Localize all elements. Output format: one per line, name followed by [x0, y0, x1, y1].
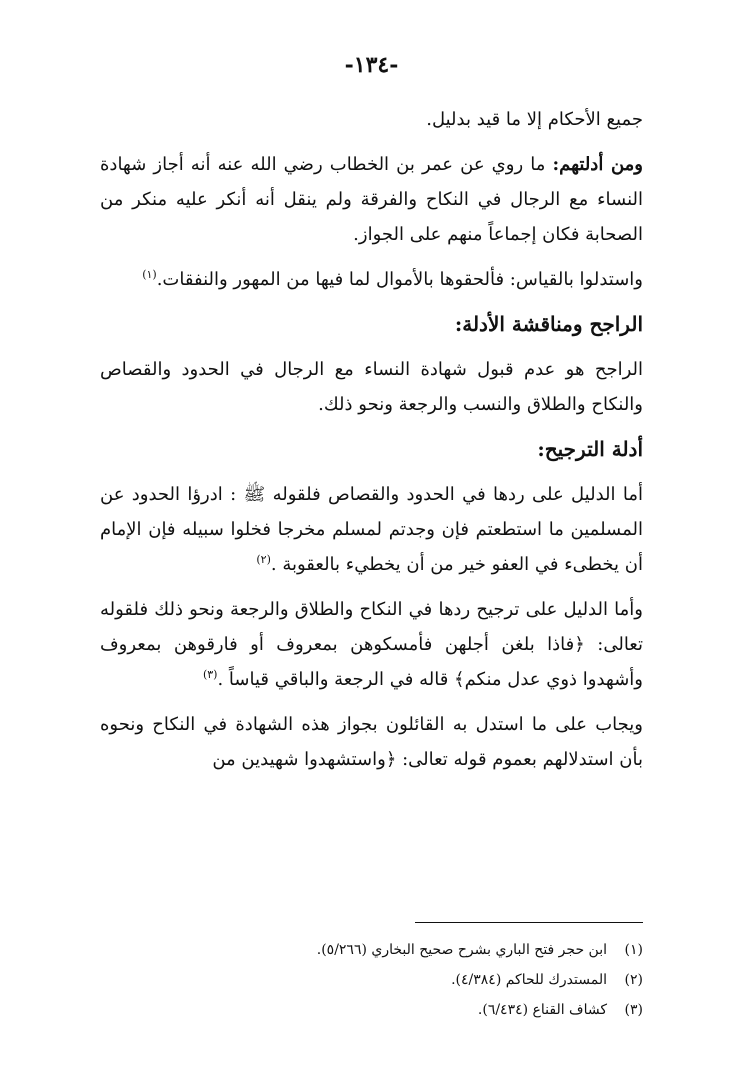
paragraph-7: ويجاب على ما استدل به القائلون بجواز هذه الشهادة في النكاح ونحوه بأن استدلالهم بعموم قوله تعالى: ﴿واستشهدوا شهيدين من [100, 714, 643, 770]
paragraph-6-text: وأما الدليل على ترجيح ردها في النكاح والطلاق والرجعة ونحو ذلك فلقوله تعالى: ﴿فاذا بلغن أجلهن فأمسكوهن بمعروف أو فارقوهن بمعروف وأشهدوا ذوي عدل منكم﴾ قاله في الرجعة والباقي قياساً . [100, 599, 643, 690]
section-heading-preferred: الراجح ومناقشة الأدلة: [454, 312, 643, 336]
footnote-text: كشاف القناع (٦/٤٣٤). [477, 1002, 607, 1018]
footnote-number: (٣) [624, 1002, 643, 1018]
footnote-item [100, 965, 643, 995]
paragraph-2-lead: ومن أدلتهم: [552, 154, 643, 175]
footnote-divider [415, 922, 643, 923]
footnote-ref-2: (٢) [256, 553, 271, 566]
footnote-number: (٢) [624, 972, 643, 988]
paragraph-5 [100, 477, 643, 582]
paragraph-1: جميع الأحكام إلا ما قيد بدليل. [426, 109, 643, 130]
footnote-ref-3: (٣) [202, 668, 218, 681]
paragraph-4: الراجح هو عدم قبول شهادة النساء مع الرجال في الحدود والقصاص والنكاح والطلاق والنسب والرجعة ونحو ذلك. [100, 359, 643, 415]
section-heading-evidence: أدلة الترجيح: [537, 437, 643, 461]
paragraph-2-text: ما روي عن عمر بن الخطاب رضي الله عنه أنه أجاز شهادة النساء مع الرجال في النكاح والفرقة ولم ينقل أنه أنكر عليه منكر من الصحابة فكان إجماعاً منهم على الجواز. [100, 154, 643, 245]
paragraph-5-text: أما الدليل على ردها في الحدود والقصاص فلقوله ﷺ : ادرؤا الحدود عن المسلمين ما استطعتم فإن وجدتم لمسلم مخرجا فخلوا سبيله فإن الإمام أن يخطىء في العفو خير من أن يخطيء بالعقوبة . [100, 484, 643, 575]
footnote-number: (١) [624, 942, 643, 958]
footnotes [100, 935, 643, 1025]
paragraph-6 [100, 592, 643, 697]
footnote-text: المستدرك للحاكم (٤/٣٨٤). [451, 972, 607, 988]
paragraph-2 [100, 147, 643, 252]
paragraph-3 [100, 262, 643, 297]
footnote-text: ابن حجر فتح الباري بشرح صحيح البخاري (٥/٢٦٦). [316, 942, 607, 958]
footnote-ref-1: (١) [142, 268, 157, 281]
paragraph-3-text: واستدلوا بالقياس: فألحقوها بالأموال لما فيها من المهور والنفقات. [156, 269, 643, 290]
footnote-item [100, 995, 643, 1025]
main-text [100, 102, 643, 787]
footnote-item [100, 935, 643, 965]
page-number: -١٣٤- [344, 52, 399, 78]
